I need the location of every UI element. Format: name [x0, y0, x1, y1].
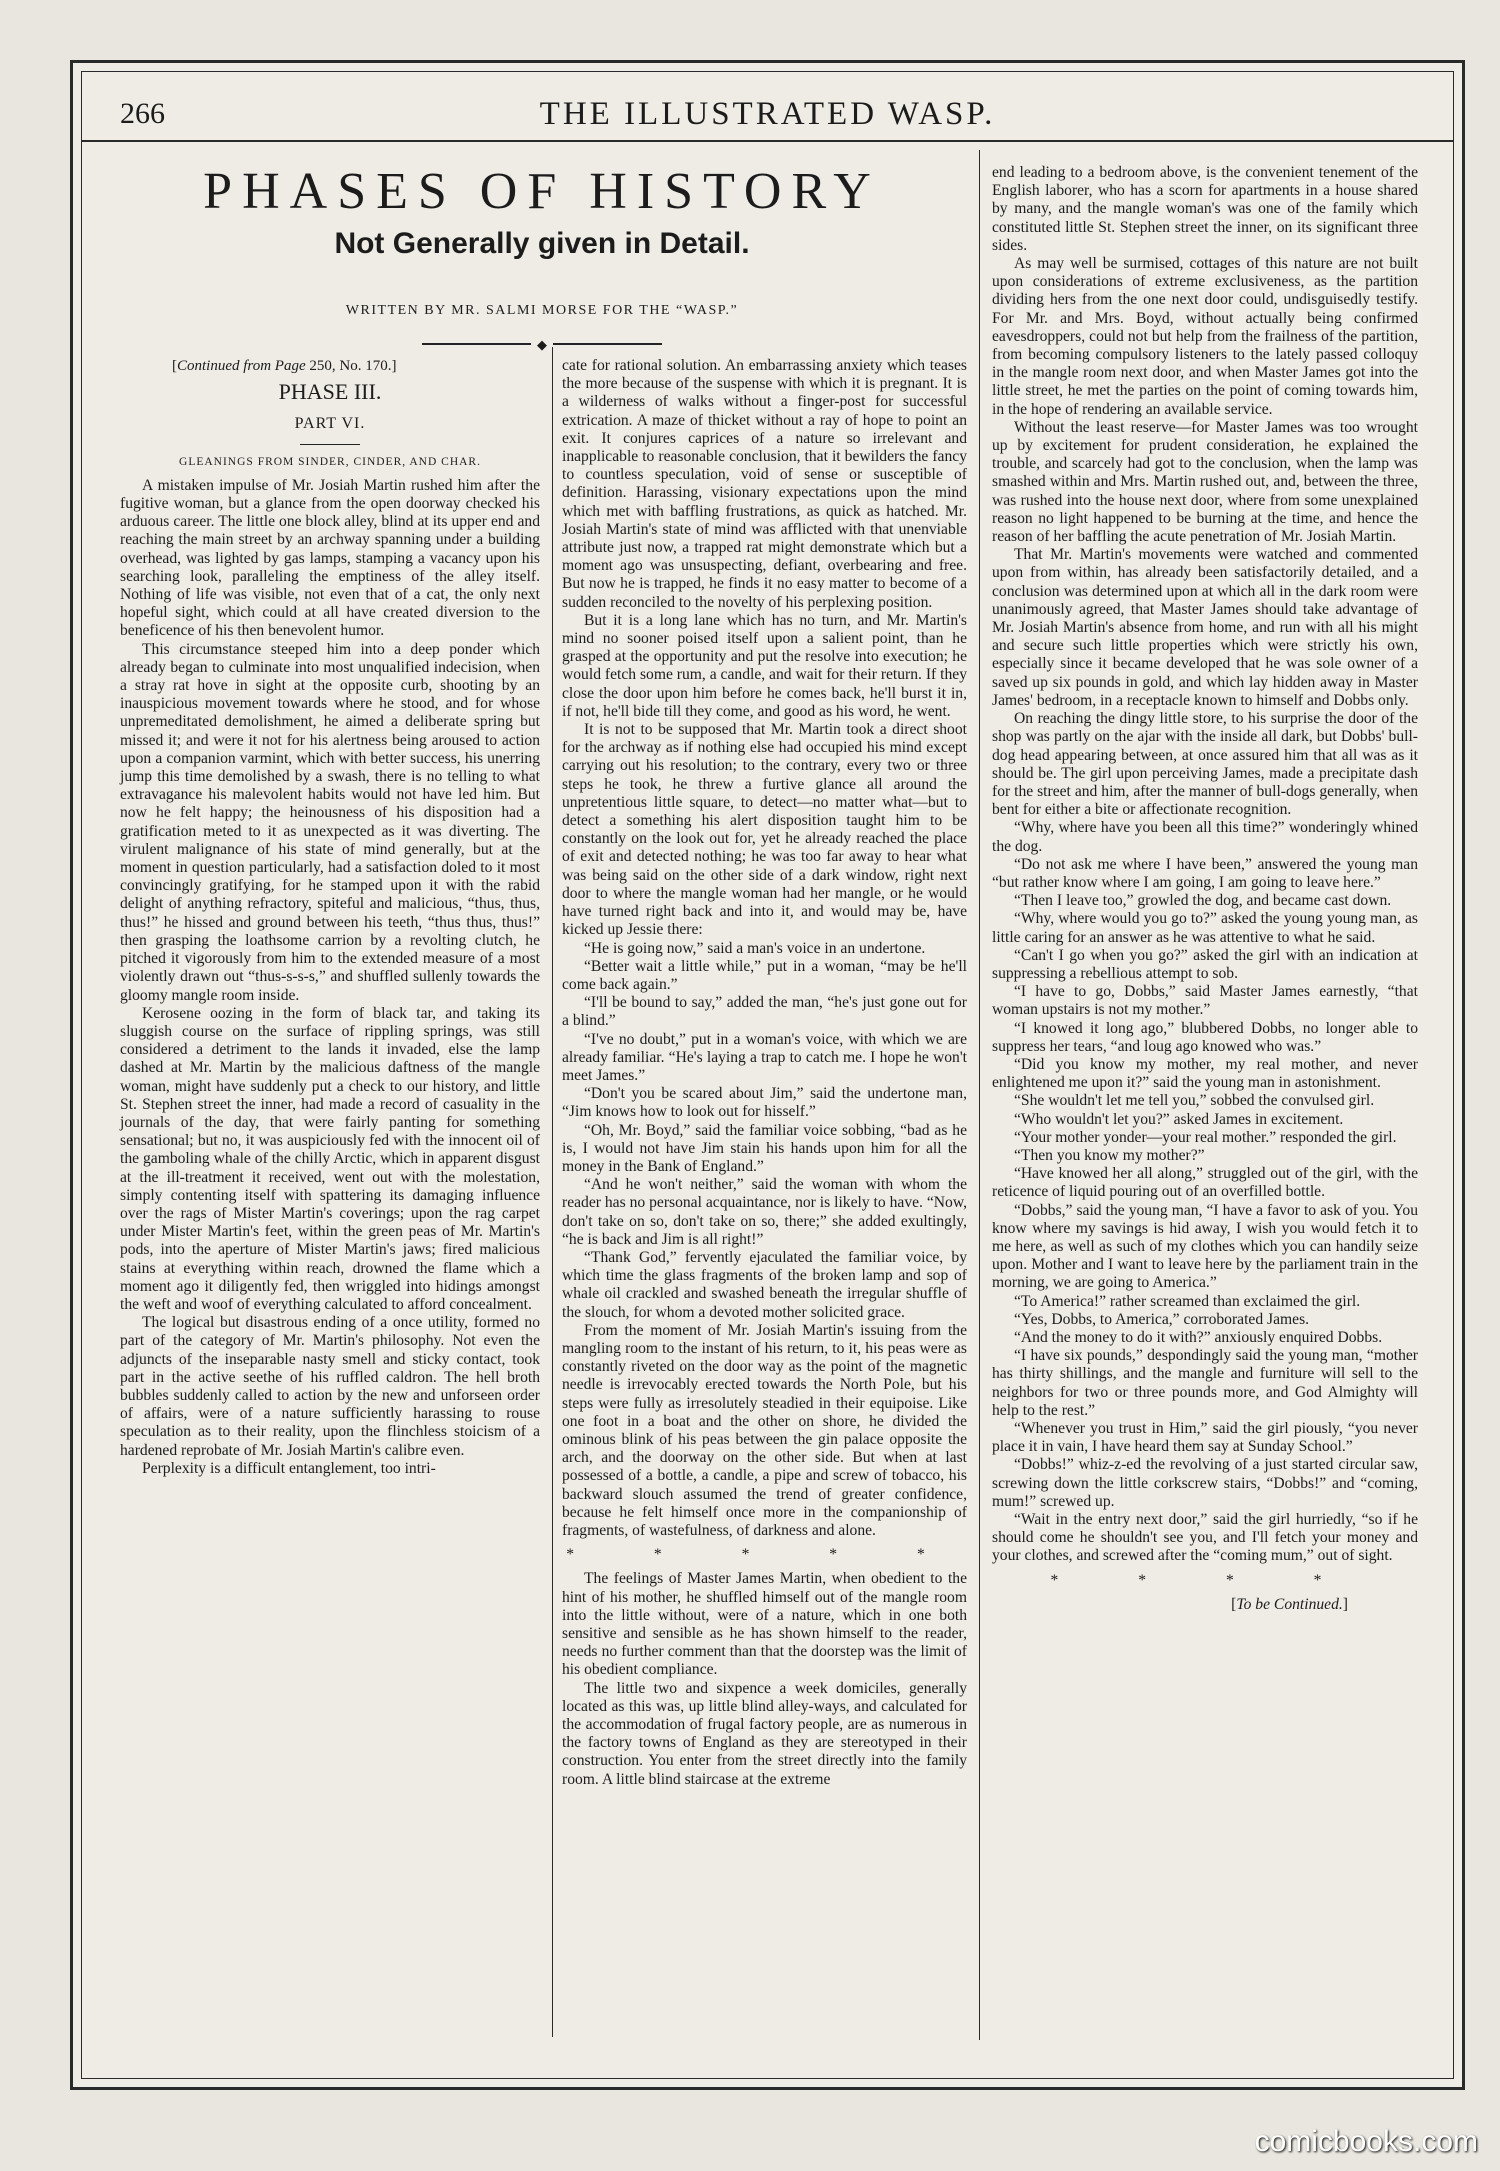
- paragraph: “Don't you be scared about Jim,” said the undertone man, “Jim knows how to look out for hisself.”: [562, 1085, 967, 1121]
- paragraph: “Your mother yonder—your real mother.” responded the girl.: [1014, 1128, 1397, 1146]
- section-break: * * * * *: [566, 1546, 963, 1564]
- byline: WRITTEN BY MR. SALMI MORSE FOR THE “WASP.”: [345, 303, 739, 318]
- paragraph: But it is a long lane which has no turn, and Mr. Martin's mind no sooner poised itself upon a salient point, than he grasped at the opportunity and put the resolve into execution; he would fetch some rum, a candle, and wait for their return. If they close the door upon him before he comes back, he'll burst it in, if not, he'll bide till they come, and good as his word, he went.: [562, 611, 967, 720]
- continued-note: [Continued from Page 250, No. 170.]: [172, 358, 397, 374]
- column-1: [120, 357, 540, 1478]
- article-subtitle: Not Generally given in Detail.: [334, 227, 750, 260]
- paragraph: It is not to be supposed that Mr. Martin took a direct shoot for the archway as if nothing else had occupied his mind except carrying out his resolution; to the contrary, every two or three steps he took, he threw a furtive glance all around the unpretentious little square, to detect—no matter what—but to detect a something his alert disposition taught him to be constantly on the look out for, yet he already reached the place of exit and detected nothing; he was too far away to hear what was being said on the other side of a dark window, right next door to where the mangle woman had her mangle, or he would have turned right back and into it, and would may be, have kicked up Jessie there:: [562, 721, 967, 939]
- paragraph: Without the least reserve—for Master James was too wrought up by excitement for prudent consideration, he explained the trouble, and scarcely had got to the conclusion, when the lamp was smashed within and Mrs. Martin rushed out, and, between the three, was rushed into the house next door, where from some unexplained reason no light happened to be burning at the time, and hence the reason of her baffling the acute penetration of Mr. Josiah Martin.: [992, 418, 1418, 546]
- page-number: 266: [120, 97, 165, 130]
- paragraph: “I've no doubt,” put in a woman's voice, with which we are already familiar. “He's laying a trap to catch me. I hope he won't meet James.”: [562, 1030, 967, 1084]
- inner-frame: [81, 71, 1454, 2079]
- column-rule: [979, 150, 980, 2040]
- continued-italic: Continued from Page: [177, 358, 306, 374]
- phase-heading: PHASE III.: [278, 379, 382, 405]
- section-break: * * * *: [1050, 1571, 1360, 1589]
- paragraph: “Whenever you trust in Him,” said the girl piously, “you never place it in vain, I have heard them say at Sunday School.”: [992, 1420, 1418, 1456]
- paragraph: “Dobbs,” said the young man, “I have a favor to ask of you. You know where my savings is hid away, I wish you would fetch it to me here, as well as such of my clothes which you can handily seize upon. Mother and I want to leave here by the parliament train in the morning, we are going to America.”: [992, 1201, 1418, 1292]
- paragraph: “Why, where would you go to?” asked the young young man, as little caring for an answer as he was attentive to what he said.: [992, 910, 1418, 946]
- to-be-continued-text: To be Continued.: [1236, 1595, 1343, 1613]
- paragraph: “I knowed it long ago,” blubbered Dobbs, no longer able to suppress her tears, “and loug ago knowed who was.”: [992, 1019, 1418, 1055]
- paragraph: “Do not ask me where I have been,” answered the young man “but rather know where I am going, I am going to leave here.”: [992, 855, 1418, 891]
- paragraph: The logical but disastrous ending of a once utility, formed no part of the category of Mr. Martin's philosophy. Not even the adjuncts of the inseparable nasty smell and sticky contact, took part in the active seethe of his ruffled caldron. The hell broth bubbles suddenly called to action by the new and unforseen order of affairs, were of a nature sufficiently harassing to rouse speculation as to their reality, upon the flinchless stoicism of a hardened reprobate of Mr. Josiah Martin's calibre even.: [120, 1314, 540, 1459]
- paragraph: “Then I leave too,” growled the dog, and became cast down.: [1014, 892, 1392, 910]
- paragraph: “Oh, Mr. Boyd,” said the familiar voice sobbing, “bad as he is, I would not have Jim stain his hands upon him for all the money in the Bank of England.”: [562, 1121, 967, 1175]
- masthead: [82, 72, 1453, 142]
- paragraph: “Did you know my mother, my real mother, and never enlightened me upon it?” said the young man in astonishment.: [992, 1055, 1418, 1092]
- paragraph: “Have knowed her all along,” struggled out of the girl, with the reticence of liquid pouring out of an overfilled bottle.: [992, 1165, 1418, 1201]
- section-rule: [300, 444, 360, 445]
- paragraph: On reaching the dingy little store, to his surprise the door of the shop was partly on the ajar with the inside all dark, but Dobbs' bull-dog head appearing between, at once assured him that all was as it should be. The girl upon perceiving James, made a precipitate dash for the street and him, after the manner of bull-dogs generally, when bent for either a bite or affectionate recognition.: [992, 710, 1418, 819]
- paragraph: “Thank God,” fervently ejaculated the familiar voice, by which time the glass fragments of the broken lamp and sop of whale oil crackled and swashed beneath the irregular shuffle of the slouch, for whom a devoted mother solicited grace.: [562, 1248, 967, 1321]
- paragraph: “Why, where have you been all this time?” wonderingly whined the dog.: [992, 819, 1418, 855]
- paragraph: As may well be surmised, cottages of this nature are not built upon considerations of extreme exclusiveness, as the partition dividing hers from the one next door could, undisguisedly testify. For Mr. and Mrs. Boyd, without actually being confirmed eavesdroppers, could not but help from the frailness of the partition, from becoming compulsory listeners to the lately passed colloquy in the mangle room next door, and when Master James got into the little street, he met the parties on the point of coming towards him, in the hope of rendering an available service.: [992, 255, 1418, 418]
- paragraph: “Wait in the entry next door,” said the girl hurriedly, “so if he should come he shouldn't see you, and I'll fetch your money and your clothes, and screwed after the “coming mum,” out of sight.: [992, 1511, 1418, 1565]
- paragraph: “Who wouldn't let you?” asked James in excitement.: [1014, 1110, 1344, 1128]
- paragraph: “And he won't neither,” said the woman with whom the reader has no personal acquaintance, nor is likely to have. “Now, don't take on so, don't take on so, there;” she added exultingly, “he is back and Jim is all right!”: [562, 1176, 967, 1248]
- paragraph: “Better wait a little while,” put in a woman, “may be he'll come back again.”: [562, 957, 967, 993]
- site-watermark: comicbooks.com: [1254, 2125, 1478, 2158]
- to-be-continued: [To be Continued.]: [1231, 1595, 1348, 1613]
- paragraph: “Yes, Dobbs, to America,” corroborated James.: [1014, 1310, 1310, 1328]
- article-header: [122, 152, 962, 351]
- paragraph: “Can't I go when you go?” asked the girl with an indication at suppressing a rebellious attempt to sob.: [992, 946, 1418, 982]
- paragraph: “I'll be bound to say,” added the man, “he's just gone out for a blind.”: [562, 994, 967, 1030]
- paragraph: “Dobbs!” whiz-z-ed the revolving of a just started circular saw, screwing down the little corkscrew stairs, “Dobbs!” and “coming, mum!” screwed up.: [992, 1456, 1418, 1510]
- running-title: THE ILLUSTRATED WASP.: [539, 96, 996, 132]
- paragraph: Kerosene oozing in the form of black tar, and taking its sluggish course on the surface of rippling springs, was still considered a detriment to the lands it invaded, else the lamp dashed at Mr. Martin by the malicious daftness of the mangle woman, might have suddenly put a check to our history, and little St. Stephen street the inner, had made a record of casuality in the journals of the day, that were fairly panting for something sensational; but no, it was auspiciously fed with the innocent oil of the gamboling whale of the chilly Arctic, which in apparent disgust at the ill-treatment it received, went out with the molestation, simply contenting itself with spattering its damaging influence over the rags of Mister Martin's coverings; upon the rag carpet under Mister Martin's feet, within the green peas of Mr. Martin's pods, into the aperture of Mister Martin's jaws; fired malicious stains at everything within reach, drowned the flame which a moment ago it diligently fed, then wriggled into hidings amongst the weft and woof of everything calculated to afford concealment.: [120, 1004, 540, 1313]
- paragraph: From the moment of Mr. Josiah Martin's issuing from the mangling room to the instant of his return, to it, his peas were as constantly riveted on the door way as the point of the magnetic needle is irrevocably erected towards the North Pole, but his steps were fully as irresolutely steadied in their equipoise. Like one foot in a boat and the other on shore, he divided the ominous blink of his peas between the gin palace opposite the arch, and the doorway on the other side. But when at last possessed of a bottle, a candle, a pipe and screw of tobacco, his backward slouch assumed the trend of greater confidence, because he felt himself once more in the companionship of fragments, of wastefulness, of darkness and alone.: [562, 1321, 967, 1539]
- paragraph: That Mr. Martin's movements were watched and commented upon from within, has already been satisfactorily detailed, and a conclusion was determined upon at which all in the dark room were unanimously agreed, that Master James should take advantage of Mr. Josiah Martin's absence from home, and run with all his might and secure such little properties which were strictly his own, especially since it became developed that he was sole owner of a saved up six pounds in gold, and which lay hidden away in Master James' bedroom, in a receptacle known to himself and Dobbs only.: [992, 546, 1418, 709]
- paragraph: The little two and sixpence a week domiciles, generally located as this was, up little blind alley-ways, and calculated for the accommodation of frugal factory people, are as numerous in the factory towns of England as they are stereotyped in their construction. You enter from the street directly into the family room. A little blind staircase at the extreme: [562, 1679, 967, 1788]
- page-frame: [70, 60, 1465, 2090]
- paragraph: “Then you know my mother?”: [1014, 1146, 1205, 1164]
- paragraph: “He is going now,” said a man's voice in an undertone.: [584, 939, 926, 957]
- column-3: [992, 164, 1418, 1614]
- paragraph: “To America!” rather screamed than exclaimed the girl.: [1014, 1292, 1361, 1310]
- paragraph: cate for rational solution. An embarrassing anxiety which teases the more because of the suspense with which it is pregnant. It is a wilderness of walks without a finger-post for successful extrication. A maze of thicket without a ray of hope to point an exit. It conjures caprices of a nature so irrelevant and inapplicable to reasonable conclusion, that it bewilders the fancy to countless speculation, void of sense or susceptible of definition. Harassing, visionary expectations upon the mind which met with baffling frustrations, as quick as hatched. Mr. Josiah Martin's state of mind was afflicted with that unenviable attribute just now, a trapped rat might demonstrate which but a moment ago was unsuspecting, defiant, overbearing and free. But now he is trapped, he finds it no easy matter to become of a sudden reconciled to the novelty of his perplexing position.: [562, 357, 967, 611]
- diamond-icon: ◆: [531, 337, 553, 353]
- ornament-divider: [422, 337, 662, 351]
- paragraph: “I have six pounds,” despondingly said the young man, “mother has thirty shillings, and the mangle and furniture will sell to the neighbors for two or three pounds more, and God Almighty will help to the rest.”: [992, 1347, 1418, 1419]
- paragraph: The feelings of Master James Martin, when obedient to the hint of his mother, he shuffled himself out of the mangle room into the little without, were of a nature, which in one both sensitive and sensible as he has shown himself to the reader, needs no further comment than that the doorstep was the limit of his obedient compliance.: [562, 1570, 967, 1679]
- article-title: PHASES OF HISTORY: [203, 163, 881, 220]
- paragraph: “And the money to do it with?” anxiously enquired Dobbs.: [1014, 1329, 1383, 1346]
- paragraph: This circumstance steeped him into a deep ponder which already began to culminate into most unqualified indecision, when a stray rat hove in sight at the opposite curb, shooting by an inauspicious movement towards where he stood, and for whose unpremeditated demolishment, he aimed a deliberate spring but missed it; and were it not for his alertness being aroused to action upon a companion varmint, which with better success, his unerring jump this time demolished by a swash, there is no telling to what extravagance his malevolent habits would not have led him. But now he felt happy; the heinousness of his disposition had a gratification meted to it as unexpected as it was diverting. The virulent malignance of his state of mind generally, but at the moment in question particularly, had a satisfaction doled to it most convincingly gratifying, for he stamped upon it with the rabid delight of anything refractory, spiteful and malicious, “thus, thus, thus!” he hissed and ground between his teeth, “thus thus, thus!” then grasping the loathsome carrion by a revolting clutch, he pitched it vigorously from him to the extended measure of a most violently drawn out “thus-s-s-s,” and shuffled sullenly towards the gloomy mangle room inside.: [120, 640, 540, 1004]
- paragraph: Perplexity is a difficult entanglement, too intri-: [142, 1459, 436, 1477]
- column-2: [562, 357, 967, 1789]
- paragraph: A mistaken impulse of Mr. Josiah Martin rushed him after the fugitive woman, but a glance from the open doorway checked his arduous career. The little one block alley, blind at its upper end and reaching the main street by an archway spanning under a building overhead, was lighted by gas lamps, stamping a vacancy upon his searching look, paralleling the emptiness of the alley itself. Nothing of life was visible, not even that of a cat, the only next hopeful sight, which could at all have created diversion to the beneficence of his then benevolent humor.: [120, 476, 540, 640]
- section-subheading: GLEANINGS FROM SINDER, CINDER, AND CHAR.: [179, 455, 481, 468]
- continued-ref: 250, No. 170.]: [309, 358, 397, 374]
- part-heading: PART VI.: [294, 415, 366, 433]
- paragraph: end leading to a bedroom above, is the convenient tenement of the English laborer, who has a scorn for apartments in a house shared by many, and the mangle woman's was one of the family which constituted little St. Stephen street the inner, on its significant three sides.: [992, 164, 1418, 254]
- column-rule: [552, 347, 553, 2037]
- paragraph: “I have to go, Dobbs,” said Master James earnestly, “that woman upstairs is not my mother.”: [992, 983, 1418, 1019]
- paragraph: “She wouldn't let me tell you,” sobbed the convulsed girl.: [1014, 1092, 1375, 1110]
